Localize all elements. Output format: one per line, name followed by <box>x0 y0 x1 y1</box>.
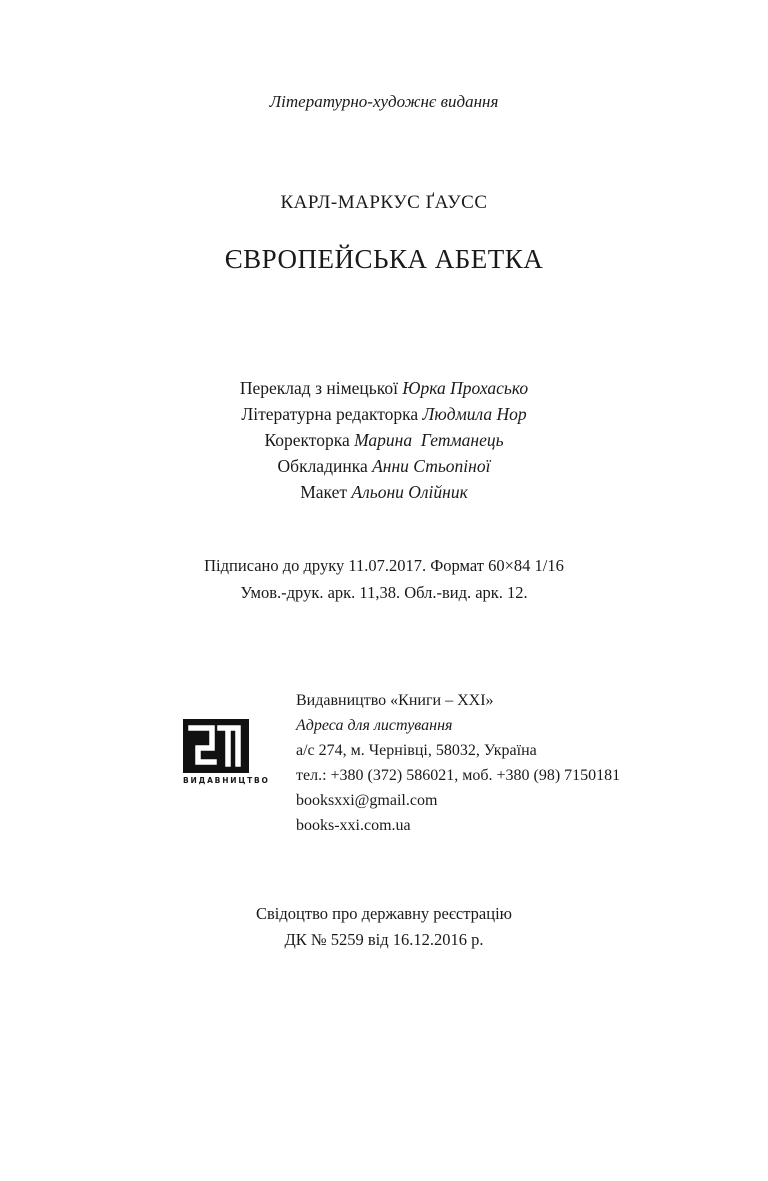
author-name: КАРЛ-МАРКУС ҐАУСС <box>280 192 488 213</box>
publisher-logo-icon <box>183 719 249 773</box>
credit-person: Юрка Прохасько <box>402 378 529 398</box>
print-info <box>0 552 768 606</box>
website: books-xxi.com.ua <box>296 817 411 834</box>
genre-line: Літературно-художнє видання <box>269 92 499 111</box>
credit-role: Літературна редакторка <box>241 404 419 424</box>
credit-line <box>0 479 768 505</box>
book-title: ЄВРОПЕЙСЬКА АБЕТКА <box>224 244 544 274</box>
credit-person: Анни Стьопіної <box>372 456 491 476</box>
credit-role: Коректорка <box>264 430 350 450</box>
credit-line <box>0 453 768 479</box>
phone-numbers: тел.: +380 (372) 586021, моб. +380 (98) 7150181 <box>296 767 621 784</box>
postal-address: а/с 274, м. Чернівці, 58032, Україна <box>296 742 537 759</box>
registration-info <box>0 901 768 953</box>
credit-person: Альони Олійник <box>351 482 468 502</box>
credits-block <box>0 375 768 505</box>
logo-caption: ВИДАВНИЦТВО <box>183 776 270 785</box>
credit-role: Макет <box>300 482 348 502</box>
publisher-info <box>296 688 620 838</box>
address-label: Адреса для листування <box>296 717 453 734</box>
credit-role: Переклад з німецької <box>239 378 398 398</box>
publisher-logo <box>183 719 270 785</box>
credit-role: Обкладинка <box>277 456 368 476</box>
credit-line <box>0 375 768 401</box>
publisher-name: Видавництво «Книги – XXI» <box>296 692 494 709</box>
registration-line: Свідоцтво про державну реєстрацію <box>256 904 512 923</box>
credit-person: Марина Гетманець <box>354 430 504 450</box>
registration-line: ДК № 5259 від 16.12.2016 р. <box>284 930 484 949</box>
email-address: booksxxi@gmail.com <box>296 792 438 809</box>
print-info-line: Умов.-друк. арк. 11,38. Обл.-вид. арк. 12. <box>240 583 528 602</box>
credit-line <box>0 401 768 427</box>
credit-line <box>0 427 768 453</box>
print-info-line: Підписано до друку 11.07.2017. Формат 60×84 1/16 <box>204 556 564 575</box>
credit-person: Людмила Нор <box>422 404 527 424</box>
